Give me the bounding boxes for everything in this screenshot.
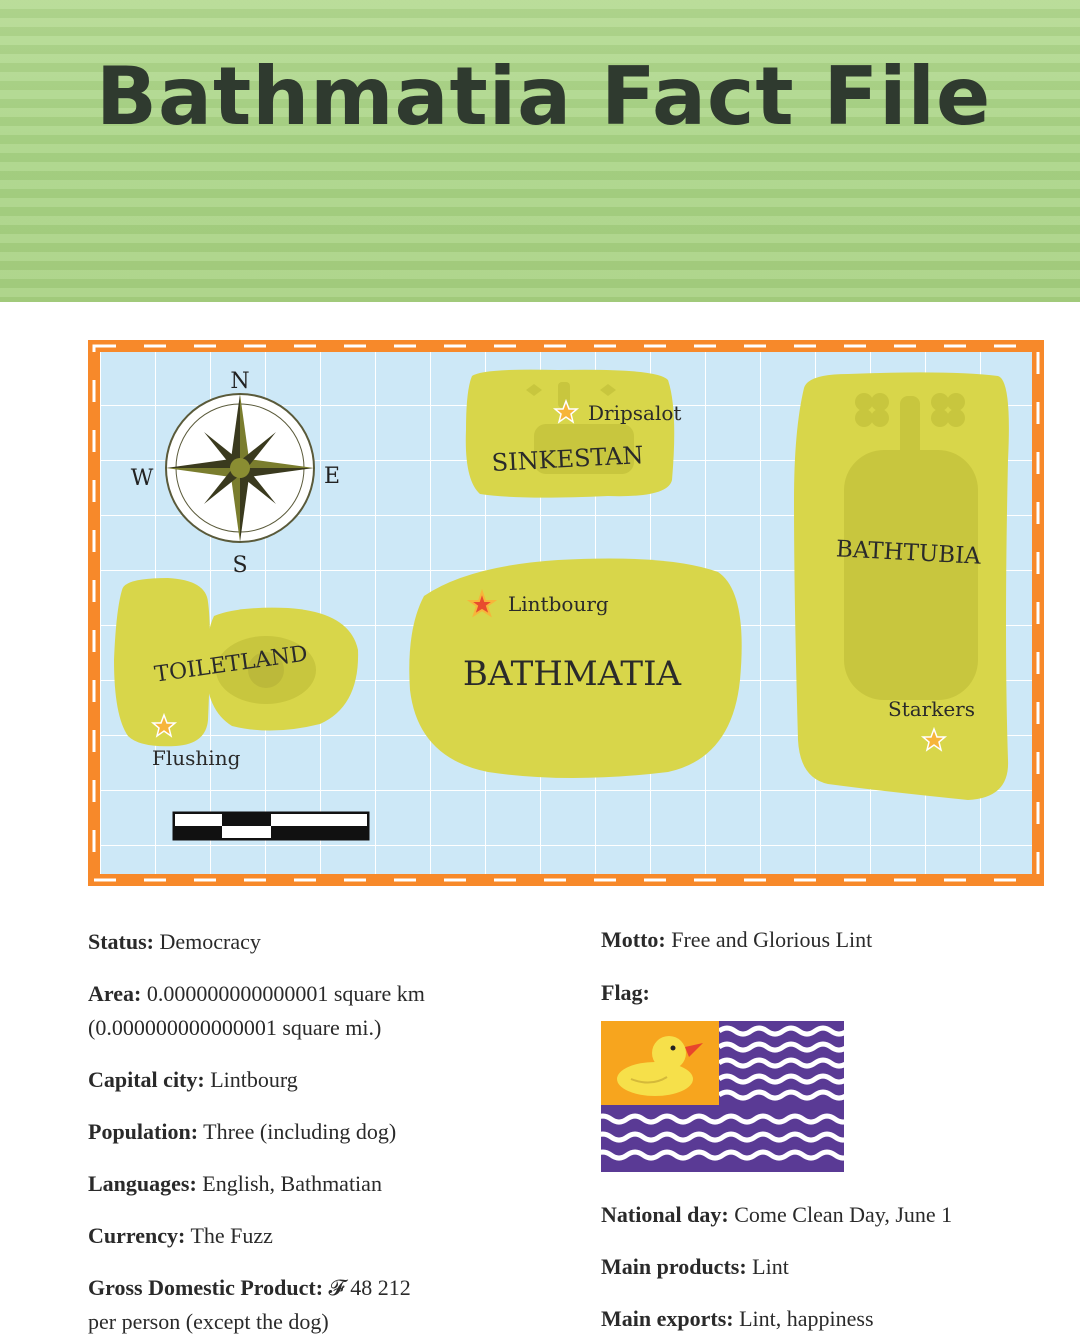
fact-value-line2: per person (except the dog) <box>88 1309 329 1334</box>
region-sinkestan-label: SINKESTAN <box>491 441 645 477</box>
city-lintbourg-label: Lintbourg <box>508 592 609 616</box>
header-banner <box>0 0 1080 302</box>
city-flushing-label: Flushing <box>152 746 241 770</box>
fact-label: Main exports: <box>601 1306 734 1331</box>
fact-value: Lintbourg <box>210 1067 298 1092</box>
fact-languages <box>88 1167 382 1201</box>
fact-value: Come Clean Day, June 1 <box>734 1202 953 1227</box>
flag-svg <box>601 1021 844 1172</box>
fact-label: Area: <box>88 981 142 1006</box>
fact-value: 0.000000000000001 square km <box>146 981 425 1006</box>
city-starkers-label: Starkers <box>888 697 976 721</box>
fact-value: 𝓕 48 212 <box>328 1275 411 1300</box>
fact-label: Gross Domestic Product: <box>88 1275 324 1300</box>
fact-main-exports <box>601 1302 874 1336</box>
city-dripsalot-label: Dripsalot <box>588 401 682 425</box>
fact-label: Main products: <box>601 1254 747 1279</box>
fact-main-products <box>601 1250 789 1284</box>
fact-population <box>88 1115 396 1149</box>
map-svg <box>88 340 1044 886</box>
fact-value: Lint <box>752 1254 789 1279</box>
compass-south-label: S <box>232 553 248 578</box>
fact-value-line2: (0.000000000000001 square mi.) <box>88 1015 382 1040</box>
fact-label: National day: <box>601 1202 729 1227</box>
fact-currency <box>88 1219 273 1253</box>
fact-capital-city <box>88 1063 298 1097</box>
page-title: Bathmatia Fact File <box>96 50 992 143</box>
compass-east-label: E <box>323 464 341 489</box>
fact-label: Motto: <box>601 927 666 952</box>
island-bathtubia <box>794 372 1009 800</box>
fact-motto <box>601 923 872 957</box>
region-bathmatia-label: BATHMATIA <box>462 654 682 694</box>
scale-bar <box>173 812 369 840</box>
map <box>88 340 1044 886</box>
fact-label: Population: <box>88 1119 199 1144</box>
fact-label: Languages: <box>88 1171 197 1196</box>
fact-label: Capital city: <box>88 1067 205 1092</box>
fact-label: Flag: <box>601 980 650 1005</box>
fact-flag <box>601 976 650 1010</box>
fact-value: Three (including dog) <box>203 1119 397 1144</box>
fact-status <box>88 925 261 959</box>
fact-gdp <box>88 1271 411 1339</box>
compass-west-label: W <box>130 466 154 491</box>
fact-value: Democracy <box>159 929 261 954</box>
fact-value: English, Bathmatian <box>202 1171 382 1196</box>
compass-rose <box>166 394 314 542</box>
national-flag <box>601 1021 844 1176</box>
region-toiletland-label: TOILETLAND <box>153 641 310 688</box>
fact-area <box>88 977 425 1045</box>
island-sinkestan <box>466 370 674 498</box>
fact-value: Lint, happiness <box>739 1306 874 1331</box>
fact-national-day <box>601 1198 952 1232</box>
fact-label: Status: <box>88 929 155 954</box>
fact-value: The Fuzz <box>190 1223 273 1248</box>
compass-north-label: N <box>230 369 250 394</box>
fact-label: Currency: <box>88 1223 186 1248</box>
fact-value: Free and Glorious Lint <box>671 927 873 952</box>
region-bathtubia-label: BATHTUBIA <box>835 536 982 570</box>
